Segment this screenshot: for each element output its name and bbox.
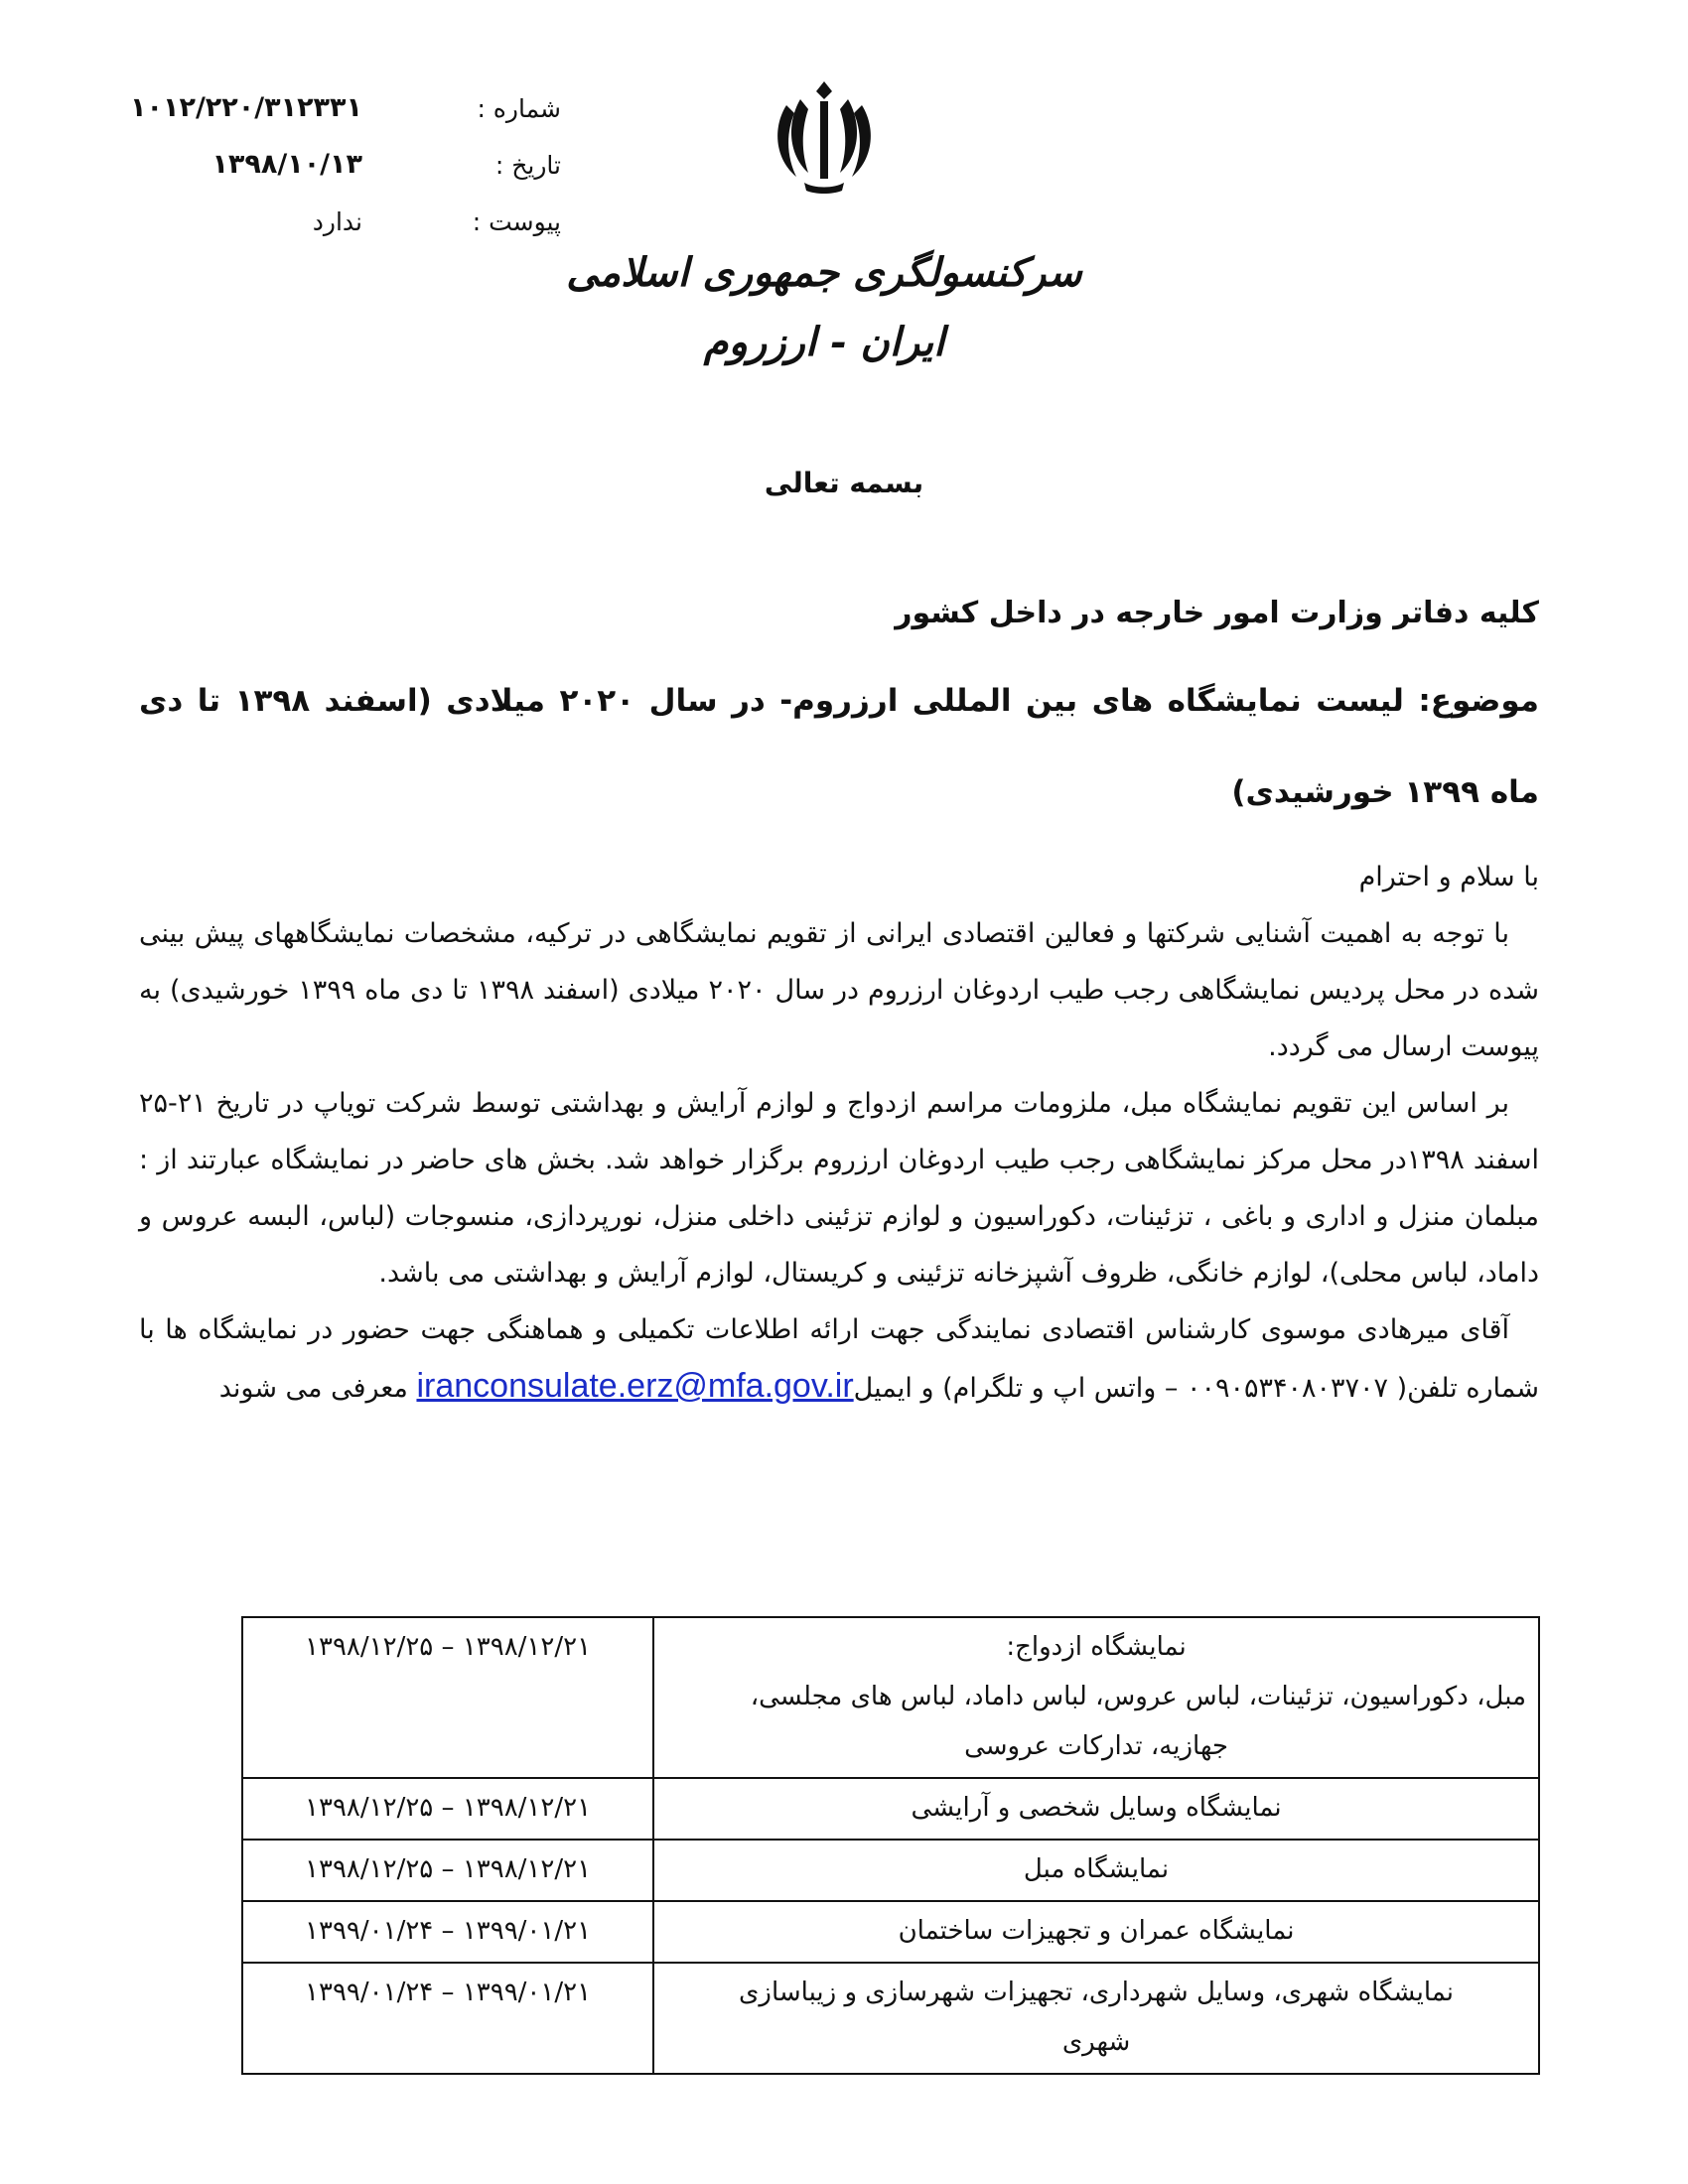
office-name: سرکنسولگری جمهوری اسلامی ایران - ارزروم — [566, 249, 1082, 365]
number-value: ۱۰۱۲/۲۲۰/۳۱۲۳۳۱ — [130, 92, 362, 123]
exhibit-dates-cell: ۱۳۹۸/۱۲/۲۱ – ۱۳۹۸/۱۲/۲۵ — [242, 1778, 653, 1840]
email-link[interactable]: iranconsulate.erz@mfa.gov.ir — [416, 1367, 854, 1405]
exhibit-dates-cell: ۱۳۹۸/۱۲/۲۱ – ۱۳۹۸/۱۲/۲۵ — [242, 1840, 653, 1901]
letter-body — [139, 849, 1539, 1417]
exhibit-name-line: مبل، دکوراسیون، تزئینات، لباس عروس، لباس داماد، لباس های مجلسی، — [750, 1682, 1526, 1711]
exhibit-name-line: شهری — [1061, 2027, 1131, 2057]
paragraph-3-text: آقای میرهادی موسوی کارشناس اقتصادی نمایندگی جهت ارائه اطلاعات تکمیلی و هماهنگی جهت حضور در نمایشگاه ها با شماره تلفن( ۰۰۹۰۵۳۴۰۸۰۳۷۰۷ – واتس اپ و تلگرام) و ایمیل — [139, 1314, 1539, 1404]
table-row — [242, 1901, 1539, 1963]
exhibit-name-cell — [653, 1617, 1539, 1778]
exhibit-dates-cell: ۱۳۹۸/۱۲/۲۱ – ۱۳۹۸/۱۲/۲۵ — [242, 1617, 653, 1778]
exhibit-name-line: نمایشگاه شهری، وسایل شهرداری، تجهیزات شهرسازی و زیباسازی — [739, 1978, 1455, 2007]
bismillah-heading: بسمه تعالی — [764, 467, 924, 499]
table-row — [242, 1840, 1539, 1901]
table-row — [242, 1778, 1539, 1840]
exhibit-name-cell — [653, 1901, 1539, 1963]
exhibit-name-cell — [653, 1778, 1539, 1840]
exhibit-name-cell — [653, 1840, 1539, 1901]
iran-emblem-icon — [765, 77, 884, 197]
exhibit-name-line: نمایشگاه ازدواج: — [1006, 1632, 1187, 1662]
exhibit-name-line: نمایشگاه مبل — [1023, 1854, 1170, 1884]
exhibit-name-line: جهازیه، تدارکات عروسی — [964, 1731, 1229, 1761]
exhibit-dates-cell: ۱۳۹۹/۰۱/۲۱ – ۱۳۹۹/۰۱/۲۴ — [242, 1901, 653, 1963]
subject-line: موضوع: لیست نمایشگاه های بین المللی ارزروم- در سال ۲۰۲۰ میلادی (اسفند ۱۳۹۸ تا دی ماه ۱۳۹۹ خورشیدی) — [139, 683, 1539, 810]
paragraph-3-end: معرفی می شوند — [218, 1373, 408, 1404]
number-label: شماره : — [477, 94, 561, 123]
exhibit-name-cell — [653, 1963, 1539, 2074]
table-row — [242, 1963, 1539, 2074]
attachment-label: پیوست : — [472, 207, 561, 236]
exhibit-dates-cell: ۱۳۹۹/۰۱/۲۱ – ۱۳۹۹/۰۱/۲۴ — [242, 1963, 653, 2074]
table-row — [242, 1617, 1539, 1778]
attachment-value: ندارد — [312, 207, 362, 236]
exhibit-name-line: نمایشگاه وسایل شخصی و آرایشی — [911, 1793, 1282, 1823]
paragraph-3 — [139, 1301, 1539, 1417]
paragraph-2: بر اساس این تقویم نمایشگاه مبل، ملزومات مراسم ازدواج و لوازم آرایش و بهداشتی توسط شرکت تویاپ در تاریخ ۲۱-۲۵ اسفند ۱۳۹۸در محل مرکز نمایشگاهی رجب طیب اردوغان ارزروم برگزار خواهد شد. بخش های حاضر در نمایشگاه عبارتند از : مبلمان منزل و اداری و باغی ، تزئینات، دکوراسیون و لوازم تزئینی داخلی منزل، نورپردازی، منسوجات (لباس، البسه عروس و داماد، لباس محلی)، لوازم خانگی، ظروف آشپزخانه تزئینی و کریستال، لوازم آرایش و بهداشتی می باشد. — [139, 1088, 1540, 1289]
paragraph-1: با توجه به اهمیت آشنایی شرکتها و فعالین اقتصادی ایرانی از تقویم نمایشگاهی در ترکیه، مشخصات نمایشگاههای پیش بینی شده در محل پردیس نمایشگاهی رجب طیب اردوغان ارزروم در سال ۲۰۲۰ میلادی (اسفند ۱۳۹۸ تا دی ماه ۱۳۹۹ خورشیدی) به پیوست ارسال می گردد. — [139, 918, 1539, 1062]
exhibit-name-line: نمایشگاه عمران و تجهیزات ساختمان — [898, 1916, 1295, 1946]
date-value: ۱۳۹۸/۱۰/۱۳ — [211, 149, 362, 180]
greeting: با سلام و احترام — [1358, 862, 1539, 892]
addressee: کلیه دفاتر وزارت امور خارجه در داخل کشور — [895, 596, 1539, 630]
exhibits-table — [241, 1616, 1540, 2075]
date-label: تاریخ : — [494, 151, 561, 180]
